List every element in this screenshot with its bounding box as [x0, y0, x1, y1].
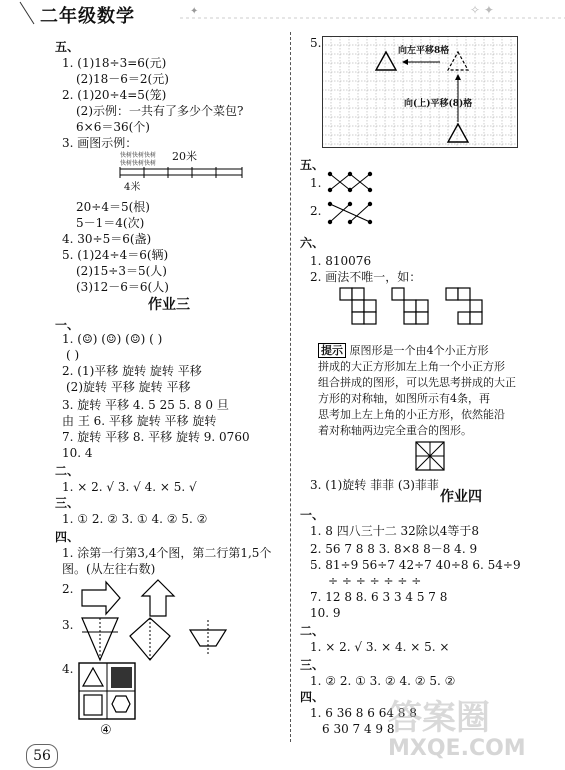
symmetry-axes-figure [414, 440, 446, 472]
homework-three-title: 作业三 [148, 297, 190, 313]
arrow-figures [80, 578, 180, 618]
tip-text: 方形的对称轴，如图所示有4条，再 [318, 392, 490, 405]
answer-line: 1. ① 2. ② 3. ① 4. ② 5. ② [62, 512, 208, 526]
answer-line: ( ) [66, 348, 80, 362]
answer-line: 2. (1)20÷4=5(笼) [62, 88, 167, 102]
section-head: 六、 [300, 236, 325, 250]
answer-line: 1. 6 36 8 6 64 8 8 [310, 706, 417, 720]
answer-line: 1. ② 2. ① 3. ② 4. ② 5. ② [310, 674, 456, 688]
answer-line: 2. 56 7 8 8 3. 8×8 8－8 4. 9 [310, 542, 478, 556]
answer-line: 5. 81÷9 56÷7 42÷7 40÷8 6. 54÷9 [310, 558, 521, 572]
arrow-up-icon [142, 580, 174, 616]
answer-line: (3)12－6＝6(人) [76, 280, 169, 294]
column-divider [290, 32, 291, 742]
section-head: 一、 [300, 508, 325, 522]
answer-line: 6 30 7 4 9 8 [322, 722, 395, 736]
matching-lines [326, 170, 386, 226]
answer-line: 1. 8 四八三十二 32除以4等于8 [310, 524, 480, 538]
answer-line: 1. × 2. √ 3. × 4. × 5. × [310, 640, 450, 654]
arrow-right-icon [82, 582, 120, 614]
section-head: 四、 [300, 690, 325, 704]
answer-line: 1. (☺) (☺) (☺) ( ) [62, 332, 163, 346]
tip-text: 拼成的大正方形加左上角一个小正方形 [318, 360, 505, 373]
question-number: 1. [310, 176, 322, 190]
segment-diagram [100, 148, 250, 196]
answer-line: (2)18－6＝2(元) [76, 72, 169, 86]
answer-line: ÷ ÷ ÷ ÷ ÷ ÷ ÷ [328, 574, 422, 588]
question-number: 5. [310, 36, 322, 50]
tip-label: 提示 [318, 343, 346, 358]
answer-line: 2. (1)平移 旋转 旋转 平移 [62, 364, 202, 378]
answer-line: 由 王 6. 平移 旋转 平移 旋转 [62, 414, 217, 428]
tip-text: 着对称轴两边完全重合的图形。 [318, 424, 472, 437]
shapes-grid-figure [78, 662, 136, 720]
answer-line: 4. 30÷5＝6(盏) [62, 232, 152, 246]
answer-line: 20÷4＝5(根) [76, 200, 150, 214]
question-number: 4. [62, 662, 74, 676]
translate-left-label: 向左平移8格 [398, 46, 450, 56]
question-number: 2. [310, 204, 322, 218]
answer-line: 10. 4 [62, 446, 93, 460]
tip-text: 原图形是一个由4个小正方形 [349, 344, 489, 357]
answer-line: 1. 涂第一行第3,4个图，第二行第1,5个 [62, 546, 272, 560]
page-header [0, 0, 565, 26]
answer-line: 3. 旋转 平移 4. 5 25 5. 8 0 旦 [62, 398, 229, 412]
section-head: 三、 [55, 496, 80, 510]
section-head: 三、 [300, 658, 325, 672]
segment-small-label: 4米 [124, 182, 141, 193]
answer-line: 图。(从左往右数) [62, 562, 156, 576]
section-head: 五、 [300, 158, 325, 172]
answer-line: 3. 画图示例： [62, 136, 138, 150]
answer-line: (2)示例：一共有了多少个菜包? [76, 104, 244, 118]
watermark-site: MXQE.COM [388, 736, 526, 761]
tip-text: 思考加上左上角的小正方形，依然能沿 [318, 408, 505, 421]
tip-box [318, 344, 489, 358]
answer-line: 7. 旋转 平移 8. 平移 旋转 9. 0760 [62, 430, 250, 444]
segment-note: 快树快树快树 [120, 152, 157, 159]
answer-line: (2)旋转 平移 旋转 平移 [66, 380, 191, 394]
page-number: 56 [26, 744, 58, 768]
figure-label: ④ [100, 723, 112, 738]
question-number: 2. [62, 582, 74, 596]
homework-four-title: 作业四 [440, 489, 482, 505]
answer-line: 1. 810076 [310, 254, 372, 268]
square-figures [338, 286, 498, 330]
answer-line: 2. 画法不唯一，如： [310, 270, 422, 284]
answer-line: 1. (1)18÷3=6(元) [62, 56, 167, 70]
svg-text:✦: ✦ [190, 6, 199, 17]
section-head: 一、 [55, 318, 80, 332]
section-head: 四、 [55, 530, 80, 544]
segment-length-label: 20米 [172, 150, 197, 163]
section-head: 二、 [300, 624, 325, 638]
section-head: 二、 [55, 464, 80, 478]
triangle-dashed [448, 52, 468, 70]
svg-text:✧ ✦: ✧ ✦ [470, 3, 494, 17]
answer-line: 1. × 2. √ 3. √ 4. × 5. √ [62, 480, 197, 494]
question-number: 3. [62, 618, 74, 632]
translate-up-label: 向(上)平移(8)格 [404, 99, 473, 109]
triangle-original [376, 52, 396, 70]
answer-line: 6×6＝36(个) [76, 120, 150, 134]
tip-text: 组合拼成的图形，可以先思考拼成的大正 [318, 376, 516, 389]
answer-line: (2)15÷3＝5(人) [76, 264, 167, 278]
answer-line: 3. (1)旋转 菲菲 (3)菲菲 [310, 478, 439, 492]
answer-line: 7. 12 8 8. 6 3 3 4 5 7 8 [310, 590, 448, 604]
triangle-moved [448, 124, 468, 142]
segment-note: 快树快树快树 [120, 160, 157, 167]
section-five-head: 五、 [55, 40, 80, 54]
translation-grid [322, 36, 518, 148]
watermark-logo: 答案圈 [388, 698, 490, 738]
answer-line: 5－1＝4(次) [76, 216, 145, 230]
answer-line: 5. (1)24÷4＝6(辆) [62, 248, 169, 262]
symmetry-figures [80, 616, 230, 664]
answer-line: 10. 9 [310, 606, 341, 620]
page-title: 二年级数学 [40, 6, 135, 27]
